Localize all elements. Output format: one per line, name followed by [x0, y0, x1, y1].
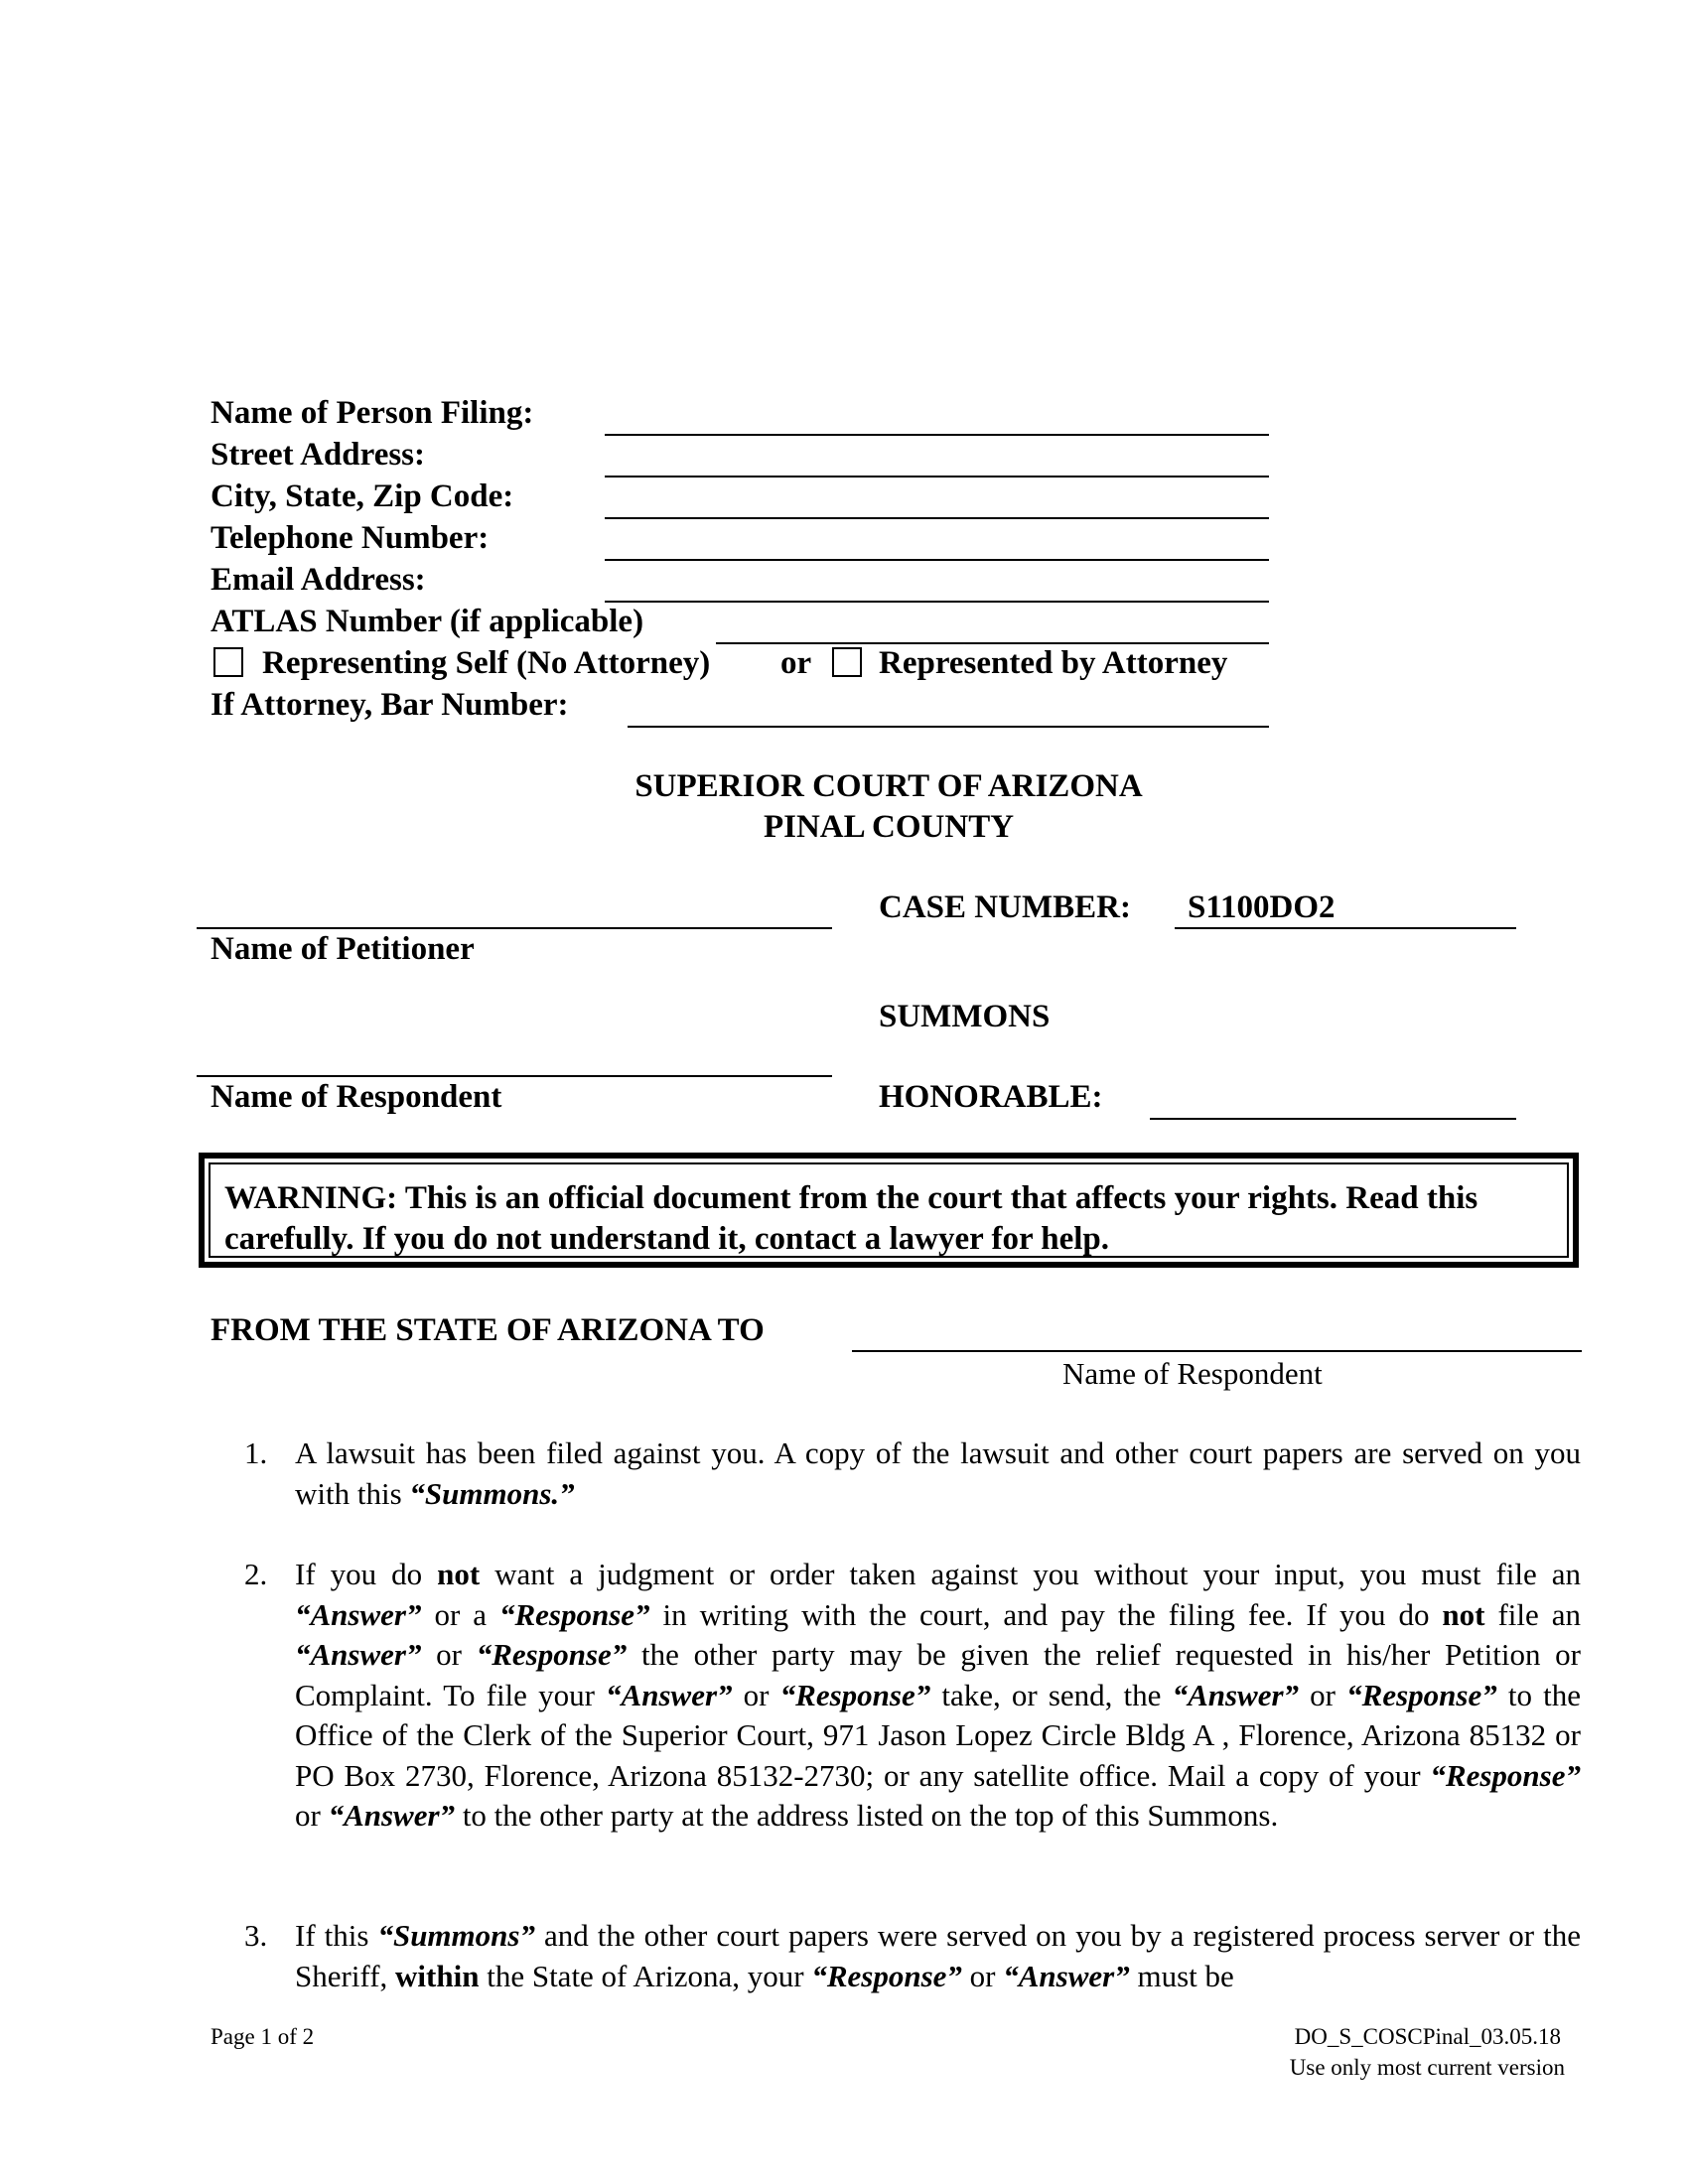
- email-address-line[interactable]: [605, 601, 1269, 603]
- item-1-text: A lawsuit has been filed against you. A copy of the lawsuit and other court papers are served on you with this “Summons.”: [295, 1435, 1581, 1511]
- from-respondent-line[interactable]: [852, 1350, 1582, 1352]
- atlas-number-line[interactable]: [716, 642, 1269, 644]
- street-address-line[interactable]: [605, 476, 1269, 478]
- city-state-zip-label: City, State, Zip Code:: [211, 478, 514, 514]
- city-state-zip-line[interactable]: [605, 517, 1269, 519]
- telephone-number-label: Telephone Number:: [211, 520, 490, 556]
- name-of-person-filing-line[interactable]: [605, 434, 1269, 436]
- bar-number-line[interactable]: [628, 726, 1269, 728]
- county-name: PINAL COUNTY: [763, 809, 1015, 845]
- represented-by-attorney-checkbox[interactable]: [832, 647, 862, 677]
- warning-text: WARNING: This is an official document from the court that affects your rights. Read this carefully. If you do not understand it, contact a lawyer for help.: [209, 1162, 1569, 1258]
- name-of-person-filing-label: Name of Person Filing:: [211, 395, 534, 431]
- honorable-label: HONORABLE:: [879, 1079, 1103, 1115]
- item-3-number: 3.: [244, 1918, 268, 1953]
- item-1-number: 1.: [244, 1435, 268, 1470]
- email-address-label: Email Address:: [211, 562, 426, 598]
- honorable-line[interactable]: [1150, 1118, 1516, 1120]
- item-2-number: 2.: [244, 1557, 268, 1591]
- form-id: DO_S_COSCPinal_03.05.18: [1294, 2024, 1561, 2049]
- representing-self-label: Representing Self (No Attorney): [262, 645, 711, 681]
- atlas-number-label: ATLAS Number (if applicable): [211, 604, 644, 639]
- or-label: or: [780, 645, 812, 681]
- respondent-name-line[interactable]: [197, 1075, 832, 1077]
- from-respondent-sublabel: Name of Respondent: [1062, 1356, 1323, 1391]
- represented-by-attorney-label: Represented by Attorney: [879, 645, 1228, 681]
- bar-number-label: If Attorney, Bar Number:: [211, 687, 569, 723]
- telephone-number-line[interactable]: [605, 559, 1269, 561]
- petitioner-label: Name of Petitioner: [211, 931, 475, 967]
- case-number-line[interactable]: [1175, 927, 1516, 929]
- representing-self-checkbox[interactable]: [213, 647, 243, 677]
- court-name: SUPERIOR COURT OF ARIZONA: [634, 768, 1143, 804]
- from-state-label: FROM THE STATE OF ARIZONA TO: [211, 1312, 765, 1348]
- item-3-text: If this “Summons” and the other court papers were served on you by a registered process server or the Sheriff, within the State of Arizona, your “Response” or “Answer” must be: [295, 1918, 1581, 1993]
- respondent-label: Name of Respondent: [211, 1079, 502, 1115]
- petitioner-name-line[interactable]: [197, 927, 832, 929]
- warning-box: [199, 1153, 1579, 1268]
- page-number: Page 1 of 2: [211, 2024, 315, 2049]
- item-2-text: If you do not want a judgment or order taken against you without your input, you must file an “Answer” or a “Response” in writing with the court, and pay the filing fee. If you do not file an “Answer” or “Response” the other party may be given the relief requested in his/her Petition or Complaint. To file your “Answer” or “Response” take, or send, the “Answer” or “Response” to the Office of the Clerk of the Superior Court, 971 Jason Lopez Circle Bldg A , Florence, Arizona 85132 or PO Box 2730, Florence, Arizona 85132-2730; or any satellite office. Mail a copy of your “Response” or “Answer” to the other party at the address listed on the top of this Summons.: [295, 1557, 1581, 1833]
- street-address-label: Street Address:: [211, 437, 426, 473]
- case-number-label: CASE NUMBER:: [879, 889, 1131, 925]
- case-number-value: S1100DO2: [1188, 889, 1336, 925]
- version-note: Use only most current version: [1289, 2055, 1565, 2080]
- document-title: SUMMONS: [879, 999, 1051, 1034]
